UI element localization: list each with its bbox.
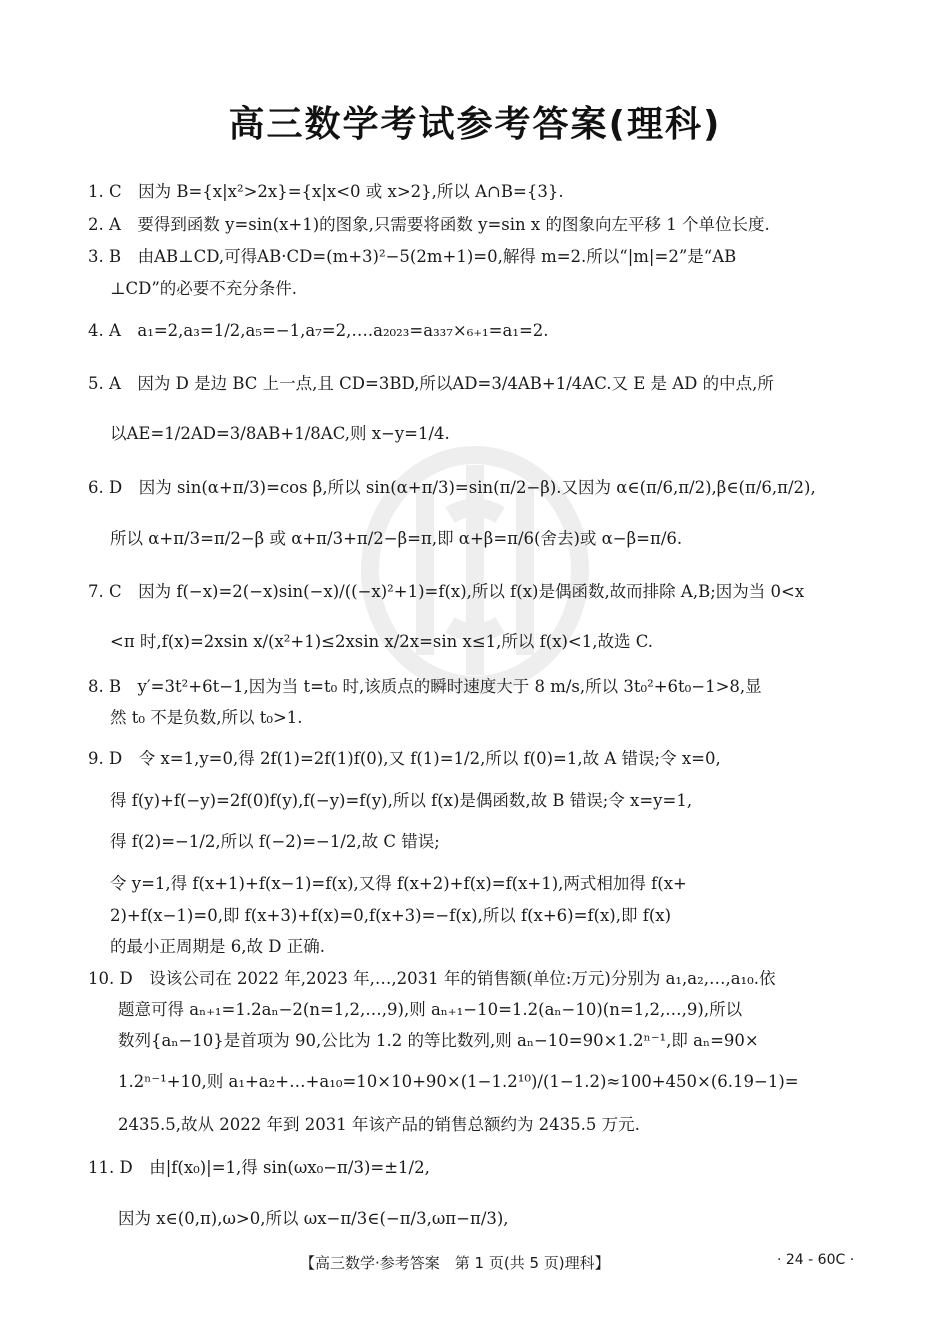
answer-10-line-5: 2435.5,故从 2022 年到 2031 年该产品的销售总额约为 2435.5 万元. bbox=[118, 1115, 640, 1134]
answer-9-line-1: 9. D 令 x=1,y=0,得 2f(1)=2f(1)f(0),又 f(1)=1/2,所以 f(0)=1,故 A 错误;令 x=0, bbox=[88, 749, 721, 768]
page-title: 高三数学考试参考答案(理科) bbox=[228, 104, 722, 145]
answer-11-line-1: 11. D 由|f(x₀)|=1,得 sin(ωx₀−π/3)=±1/2, bbox=[88, 1158, 430, 1177]
answer-2-line-1: 2. A 要得到函数 y=sin(x+1)的图象,只需要将函数 y=sin x 的图象向左平移 1 个单位长度. bbox=[88, 215, 770, 234]
answer-6-line-1: 6. D 因为 sin(α+π/3)=cos β,所以 sin(α+π/3)=sin(π/2−β).又因为 α∈(π/6,π/2),β∈(π/6,π/2), bbox=[88, 478, 816, 497]
answer-10-line-3: 数列{aₙ−10}是首项为 90,公比为 1.2 的等比数列,则 aₙ−10=90×1.2ⁿ⁻¹,即 aₙ=90× bbox=[118, 1031, 759, 1050]
answer-11-line-2: 因为 x∈(0,π),ω>0,所以 ωx−π/3∈(−π/3,ωπ−π/3), bbox=[118, 1209, 509, 1228]
answer-7-line-1: 7. C 因为 f(−x)=2(−x)sin(−x)/((−x)²+1)=f(x),所以 f(x)是偶函数,故而排除 A,B;因为当 0<x bbox=[88, 582, 805, 601]
answer-10-line-1: 10. D 设该公司在 2022 年,2023 年,…,2031 年的销售额(单位:万元)分别为 a₁,a₂,…,a₁₀.依 bbox=[88, 969, 776, 988]
answer-10-line-2: 题意可得 aₙ₊₁=1.2aₙ−2(n=1,2,…,9),则 aₙ₊₁−10=1.2(aₙ−10)(n=1,2,…,9),所以 bbox=[118, 1000, 743, 1019]
answer-3-line-1: 3. B 由AB⊥CD,可得AB·CD=(m+3)²−5(2m+1)=0,解得 m=2.所以“|m|=2”是“AB bbox=[88, 247, 737, 266]
answer-1-line-1: 1. C 因为 B={x|x²>2x}={x|x<0 或 x>2},所以 A∩B={3}. bbox=[88, 182, 564, 201]
answer-5-line-1: 5. A 因为 D 是边 BC 上一点,且 CD=3BD,所以AD=3/4AB+1/4AC.又 E 是 AD 的中点,所 bbox=[88, 374, 774, 393]
answer-8-line-1: 8. B y′=3t²+6t−1,因为当 t=t₀ 时,该质点的瞬时速度大于 8 m/s,所以 3t₀²+6t₀−1>8,显 bbox=[88, 677, 762, 696]
answer-10-line-4: 1.2ⁿ⁻¹+10,则 a₁+a₂+…+a₁₀=10×10+90×(1−1.2¹⁰)/(1−1.2)≈100+450×(6.19−1)= bbox=[118, 1072, 799, 1091]
answer-8-line-2: 然 t₀ 不是负数,所以 t₀>1. bbox=[110, 708, 303, 727]
answer-9-line-2: 得 f(y)+f(−y)=2f(0)f(y),f(−y)=f(y),所以 f(x)是偶函数,故 B 错误;令 x=y=1, bbox=[110, 791, 693, 810]
page-code: · 24 - 60C · bbox=[777, 1252, 855, 1268]
answer-4-line-1: 4. A a₁=2,a₃=1/2,a₅=−1,a₇=2,….a₂₀₂₃=a₃₃₇×₆₊₁=a₁=2. bbox=[88, 321, 549, 340]
answer-7-line-2: <π 时,f(x)=2xsin x/(x²+1)≤2xsin x/2x=sin x≤1,所以 f(x)<1,故选 C. bbox=[110, 632, 654, 651]
answer-9-line-6: 的最小正周期是 6,故 D 正确. bbox=[110, 937, 325, 956]
answer-9-line-4: 令 y=1,得 f(x+1)+f(x−1)=f(x),又得 f(x+2)+f(x)=f(x+1),两式相加得 f(x+ bbox=[110, 874, 687, 893]
answer-9-line-5: 2)+f(x−1)=0,即 f(x+3)+f(x)=0,f(x+3)=−f(x),所以 f(x+6)=f(x),即 f(x) bbox=[110, 906, 672, 925]
page-footer: 【高三数学·参考答案 第 1 页(共 5 页)理科】 bbox=[300, 1254, 610, 1272]
answer-3-line-2: ⊥CD”的必要不充分条件. bbox=[110, 279, 298, 298]
answer-6-line-2: 所以 α+π/3=π/2−β 或 α+π/3+π/2−β=π,即 α+β=π/6(舍去)或 α−β=π/6. bbox=[110, 529, 683, 548]
answer-5-line-2: 以AE=1/2AD=3/8AB+1/8AC,则 x−y=1/4. bbox=[110, 424, 450, 443]
answer-9-line-3: 得 f(2)=−1/2,所以 f(−2)=−1/2,故 C 错误; bbox=[110, 832, 440, 851]
